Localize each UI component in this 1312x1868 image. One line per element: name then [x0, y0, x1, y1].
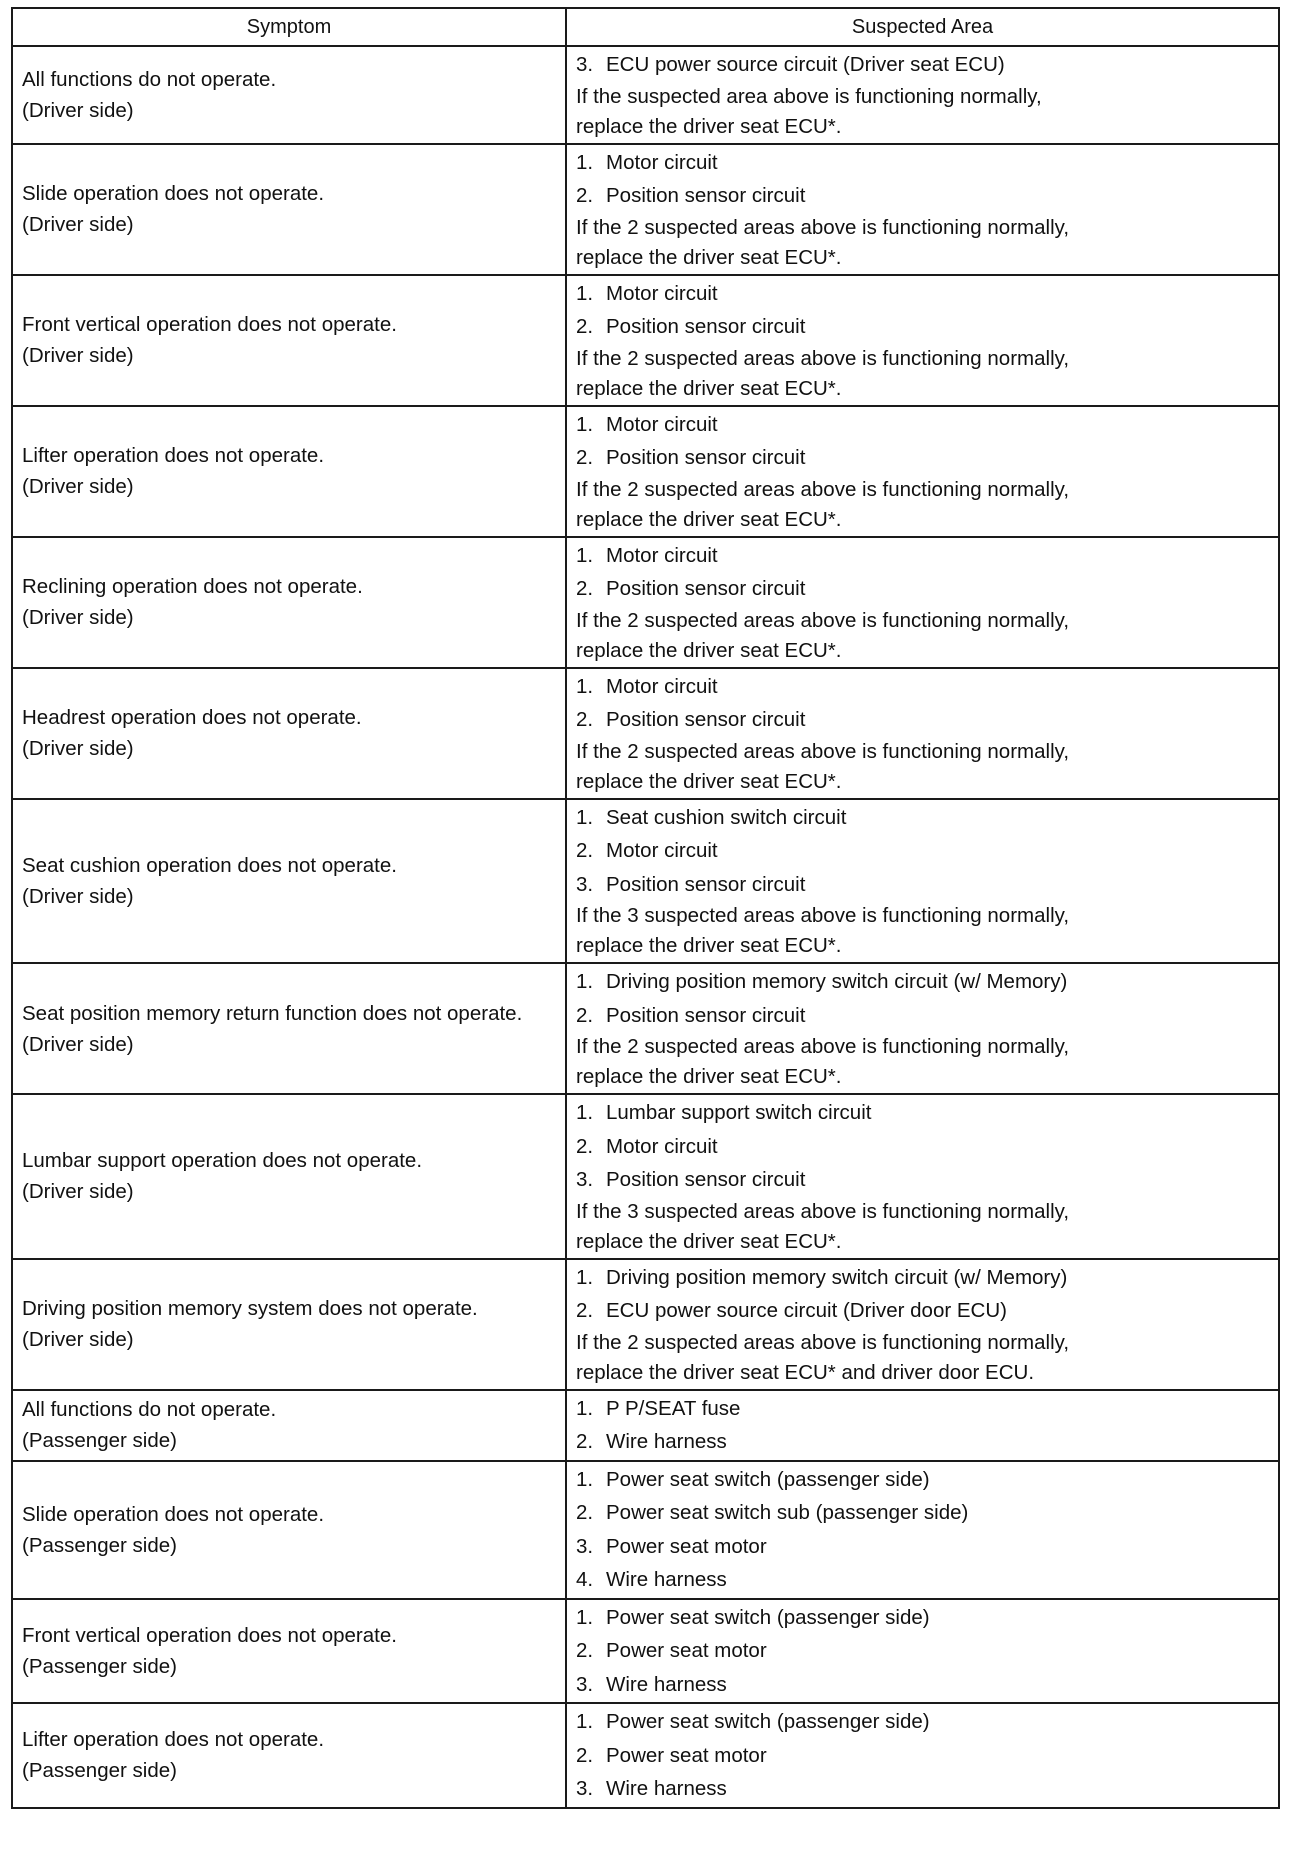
suspected-area-item [576, 277, 1278, 311]
symptom-cell [12, 1390, 566, 1461]
item-number: 1. [576, 1467, 594, 1491]
item-number: 1. [576, 970, 594, 993]
suspected-area-item [576, 1392, 1278, 1426]
suspected-area-item [576, 868, 1278, 902]
suspected-area-item [576, 1530, 1278, 1564]
suspected-area-item [576, 1163, 1278, 1197]
suspected-area-item [576, 1261, 1278, 1295]
item-number: 3. [576, 1777, 594, 1800]
replacement-note: replace the driver seat ECU*. [576, 507, 842, 531]
replacement-note: replace the driver seat ECU*. [576, 376, 842, 400]
suspected-area-cell [566, 537, 1279, 668]
suspected-area-cell [566, 1390, 1279, 1461]
item-number: 2. [576, 1639, 594, 1662]
symptom-cell [12, 1094, 566, 1259]
suspected-area-item [576, 48, 1278, 82]
symptom-text: All functions do not operate. [22, 1398, 277, 1421]
item-text: Power seat switch (passenger side) [606, 1605, 930, 1629]
symptom-text: All functions do not operate. [22, 67, 277, 91]
item-number: 2. [576, 446, 594, 469]
symptom-text: Seat cushion operation does not operate. [22, 853, 397, 877]
symptom-side: (Driver side) [22, 1328, 134, 1351]
symptom-side: (Passenger side) [22, 1654, 177, 1678]
replacement-note: replace the driver seat ECU*. [576, 934, 842, 957]
suspected-area-cell [566, 275, 1279, 406]
item-text: Wire harness [606, 1430, 727, 1453]
suspected-area-item [576, 1096, 1278, 1130]
table-row [12, 406, 1279, 537]
suspected-area-item [576, 310, 1278, 344]
table-row [12, 963, 1279, 1094]
item-text: Motor circuit [606, 674, 718, 698]
suspected-area-cell [566, 1259, 1279, 1390]
suspected-area-item [576, 1705, 1278, 1739]
item-number: 2. [576, 184, 594, 207]
item-text: Power seat switch (passenger side) [606, 1467, 930, 1491]
symptom-text: Reclining operation does not operate. [22, 575, 363, 598]
symptom-cell [12, 1599, 566, 1704]
suspected-area-cell [566, 46, 1279, 144]
item-text: P P/SEAT fuse [606, 1396, 741, 1420]
symptom-side: (Driver side) [22, 213, 134, 236]
suspected-area-item [576, 965, 1278, 999]
item-number: 4. [576, 1568, 594, 1591]
symptom-text: Driving position memory system does not operate. [22, 1297, 478, 1320]
table-row [12, 46, 1279, 144]
table-row [12, 144, 1279, 275]
suspected-area-cell [566, 1094, 1279, 1259]
replacement-note: If the 2 suspected areas above is functioning normally, [576, 739, 1070, 763]
table-row [12, 799, 1279, 964]
symptom-text: Lifter operation does not operate. [22, 1728, 325, 1752]
item-number: 2. [576, 1003, 594, 1027]
symptom-side: (Driver side) [22, 1032, 134, 1056]
symptom-cell [12, 46, 566, 144]
item-number: 2. [576, 1430, 594, 1453]
item-text: Lumbar support switch circuit [606, 1101, 872, 1124]
replacement-note: If the 2 suspected areas above is functioning normally, [576, 1035, 1070, 1058]
item-number: 2. [576, 1501, 594, 1524]
suspected-area-item [576, 1496, 1278, 1530]
item-text: Power seat motor [606, 1639, 767, 1662]
item-text: Seat cushion switch circuit [606, 805, 847, 829]
table-row [12, 1461, 1279, 1599]
item-text: Position sensor circuit [606, 1003, 806, 1027]
replacement-note: replace the driver seat ECU*. [576, 245, 842, 269]
replacement-note: replace the driver seat ECU*. [576, 638, 842, 662]
suspected-area-item [576, 1425, 1278, 1459]
suspected-area-cell [566, 799, 1279, 964]
replacement-note: If the 2 suspected areas above is functioning normally, [576, 346, 1070, 370]
item-text: Wire harness [606, 1777, 727, 1800]
item-text: Motor circuit [606, 1134, 718, 1158]
symptom-side: (Driver side) [22, 1180, 134, 1204]
item-text: Wire harness [606, 1672, 727, 1696]
symptom-text: Headrest operation does not operate. [22, 706, 362, 729]
suspected-area-item [576, 179, 1278, 213]
symptom-text: Lifter operation does not operate. [22, 444, 325, 467]
symptom-cell [12, 1259, 566, 1390]
item-number: 2. [576, 839, 594, 862]
suspected-area-item [576, 1772, 1278, 1806]
symptom-side: (Driver side) [22, 98, 134, 122]
symptom-cell [12, 537, 566, 668]
replacement-note: replace the driver seat ECU*. [576, 769, 842, 793]
suspected-area-cell [566, 144, 1279, 275]
item-text: ECU power source circuit (Driver door ECU) [606, 1299, 1007, 1322]
item-text: Position sensor circuit [606, 446, 806, 469]
replacement-note: If the 2 suspected areas above is functioning normally, [576, 1330, 1070, 1354]
item-number: 1. [576, 674, 594, 698]
item-number: 3. [576, 53, 594, 76]
item-text: Motor circuit [606, 281, 718, 305]
suspected-area-item [576, 1563, 1278, 1597]
item-text: Position sensor circuit [606, 708, 806, 731]
item-number: 3. [576, 1534, 594, 1558]
suspected-area-item [576, 1294, 1278, 1328]
symptom-text: Lumbar support operation does not operate. [22, 1149, 423, 1173]
suspected-area-item [576, 572, 1278, 606]
symptom-cell [12, 144, 566, 275]
suspected-area-item [576, 1634, 1278, 1668]
symptom-cell [12, 1703, 566, 1808]
suspected-area-item [576, 539, 1278, 573]
suspected-area-item [576, 1739, 1278, 1773]
item-text: Motor circuit [606, 412, 718, 436]
troubleshooting-table [11, 7, 1280, 1809]
item-text: Motor circuit [606, 543, 718, 567]
suspected-area-cell [566, 668, 1279, 799]
item-number: 3. [576, 1168, 594, 1191]
symptom-text: Front vertical operation does not operate. [22, 1623, 397, 1647]
item-text: Motor circuit [606, 150, 718, 174]
symptom-column-header: Symptom [12, 8, 566, 46]
item-number: 1. [576, 1605, 594, 1629]
symptom-side: (Driver side) [22, 606, 134, 629]
suspected-area-item [576, 1463, 1278, 1497]
item-number: 1. [576, 150, 594, 174]
replacement-note: If the 3 suspected areas above is functioning normally, [576, 1199, 1070, 1223]
item-number: 2. [576, 1134, 594, 1158]
table-row [12, 275, 1279, 406]
replacement-note: replace the driver seat ECU*. [576, 1065, 842, 1088]
table-row [12, 1390, 1279, 1461]
item-number: 2. [576, 1743, 594, 1767]
suspected-area-item [576, 801, 1278, 835]
suspected-area-item [576, 441, 1278, 475]
suspected-area-cell [566, 406, 1279, 537]
symptom-cell [12, 799, 566, 964]
symptom-text: Slide operation does not operate. [22, 1502, 325, 1526]
table-row [12, 1094, 1279, 1259]
symptom-cell [12, 1461, 566, 1599]
suspected-area-cell [566, 1461, 1279, 1599]
suspected-area-item [576, 670, 1278, 704]
suspected-area-item [576, 1601, 1278, 1635]
item-text: Position sensor circuit [606, 1168, 806, 1191]
item-number: 1. [576, 543, 594, 567]
item-number: 2. [576, 708, 594, 731]
suspected-area-item [576, 146, 1278, 180]
item-number: 1. [576, 1265, 594, 1289]
symptom-side: (Passenger side) [22, 1759, 177, 1783]
item-number: 1. [576, 805, 594, 829]
symptom-text: Front vertical operation does not operate. [22, 313, 397, 336]
replacement-note: If the 3 suspected areas above is functioning normally, [576, 904, 1070, 927]
symptom-cell [12, 668, 566, 799]
symptom-side: (Driver side) [22, 737, 134, 760]
table-header-row [12, 8, 1279, 46]
table-row [12, 668, 1279, 799]
replacement-note: If the suspected area above is functioning normally, [576, 84, 1042, 108]
item-number: 3. [576, 872, 594, 896]
suspected-area-item [576, 408, 1278, 442]
symptom-cell [12, 963, 566, 1094]
item-text: Driving position memory switch circuit (w/ Memory) [606, 970, 1068, 993]
suspected-area-cell [566, 1703, 1279, 1808]
table-row [12, 1259, 1279, 1390]
item-number: 1. [576, 412, 594, 436]
replacement-note: If the 2 suspected areas above is functioning normally, [576, 477, 1070, 501]
item-text: Power seat motor [606, 1534, 767, 1558]
replacement-note: replace the driver seat ECU* and driver door ECU. [576, 1360, 1035, 1384]
replacement-note: replace the driver seat ECU*. [576, 1229, 842, 1253]
item-number: 1. [576, 1101, 594, 1124]
replacement-note: If the 2 suspected areas above is functioning normally, [576, 608, 1070, 632]
symptom-text: Slide operation does not operate. [22, 182, 325, 205]
item-number: 2. [576, 315, 594, 338]
item-text: Power seat motor [606, 1743, 767, 1767]
item-number: 2. [576, 1299, 594, 1322]
replacement-note: replace the driver seat ECU*. [576, 114, 842, 138]
symptom-side: (Driver side) [22, 344, 134, 367]
item-text: Position sensor circuit [606, 872, 806, 896]
item-text: Power seat switch (passenger side) [606, 1710, 930, 1733]
item-text: Power seat switch sub (passenger side) [606, 1501, 969, 1524]
suspected-area-item [576, 1130, 1278, 1164]
suspected-area-item [576, 999, 1278, 1033]
table-row [12, 1599, 1279, 1704]
table-row [12, 537, 1279, 668]
item-number: 1. [576, 1710, 594, 1733]
symptom-text: Seat position memory return function does not operate. [22, 1001, 523, 1025]
replacement-note: If the 2 suspected areas above is functioning normally, [576, 215, 1070, 239]
symptom-side: (Driver side) [22, 475, 134, 498]
symptom-cell [12, 275, 566, 406]
item-text: ECU power source circuit (Driver seat ECU) [606, 53, 1005, 76]
item-number: 2. [576, 577, 594, 600]
item-text: Position sensor circuit [606, 315, 806, 338]
table-body [12, 46, 1279, 1808]
symptom-side: (Passenger side) [22, 1533, 177, 1557]
item-number: 1. [576, 1396, 594, 1420]
suspected-area-item [576, 1668, 1278, 1702]
item-text: Motor circuit [606, 839, 718, 862]
item-text: Position sensor circuit [606, 184, 806, 207]
item-text: Driving position memory switch circuit (w/ Memory) [606, 1265, 1068, 1289]
table-row [12, 1703, 1279, 1808]
item-number: 3. [576, 1672, 594, 1696]
symptom-cell [12, 406, 566, 537]
item-number: 1. [576, 281, 594, 305]
suspected-area-cell [566, 963, 1279, 1094]
symptom-side: (Driver side) [22, 884, 134, 908]
suspected-area-item [576, 703, 1278, 737]
suspected-area-column-header: Suspected Area [566, 8, 1279, 46]
item-text: Position sensor circuit [606, 577, 806, 600]
symptom-side: (Passenger side) [22, 1429, 177, 1452]
item-text: Wire harness [606, 1568, 727, 1591]
suspected-area-item [576, 834, 1278, 868]
suspected-area-cell [566, 1599, 1279, 1704]
